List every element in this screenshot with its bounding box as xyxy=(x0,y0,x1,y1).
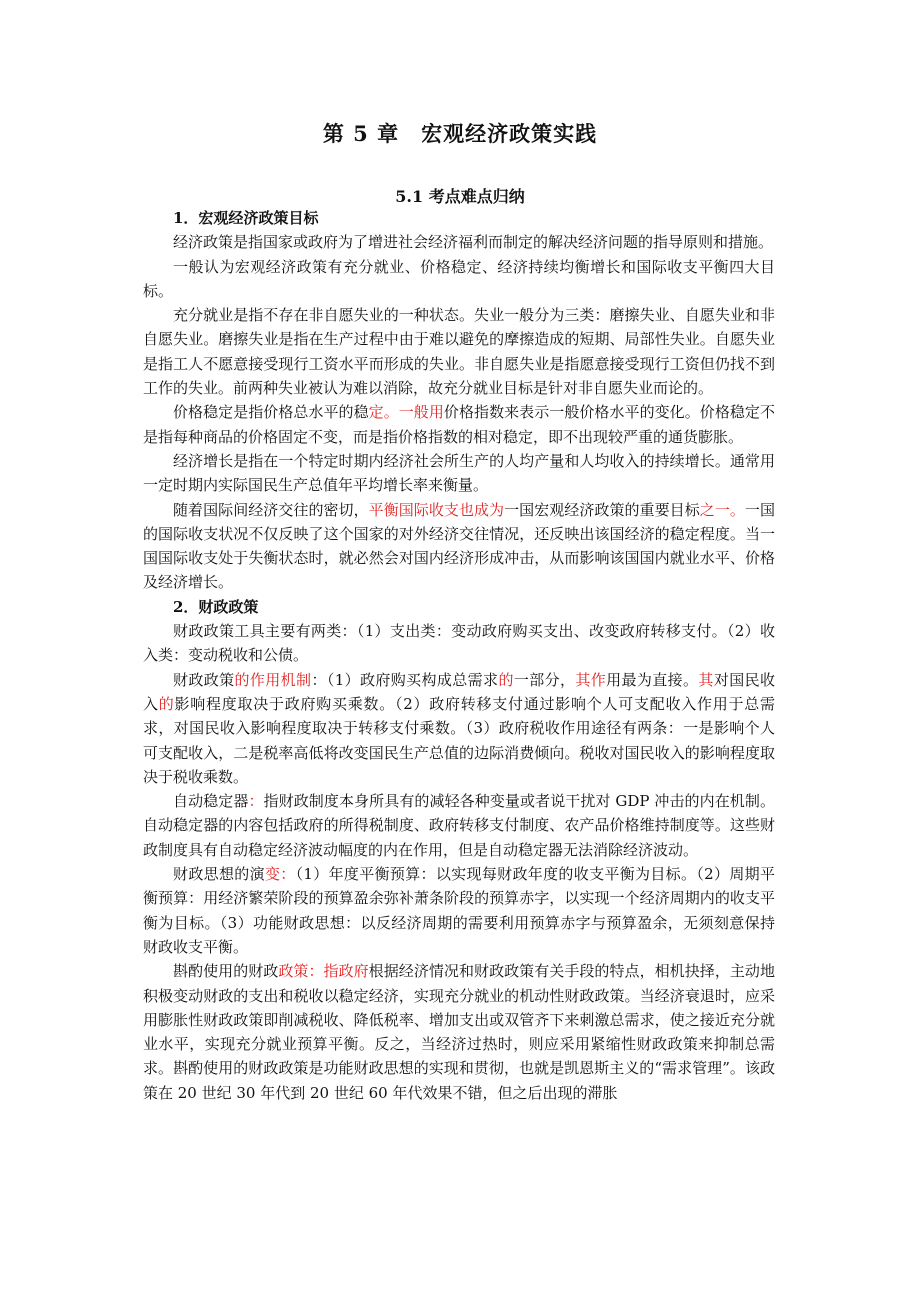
highlighted-text: 其 xyxy=(698,670,714,689)
highlighted-text: 的 xyxy=(498,670,514,689)
paragraph: 经济增长是指在一个特定时期内经济社会所生产的人均产量和人均收入的持续增长。通常用一定时期内实际国民生产总值年平均增长率来衡量。 xyxy=(143,451,775,495)
highlighted-text: 的 xyxy=(158,694,175,713)
section-title: 5.1 考点难点归纳 xyxy=(395,187,525,206)
paragraph xyxy=(143,862,775,959)
heading-fiscal-policy: 2．财政政策 xyxy=(173,597,259,616)
text-run: 一国宏观经济政策的重要目标 xyxy=(504,500,700,519)
document-body xyxy=(143,206,775,1105)
text-run: 对国民收入 xyxy=(143,670,775,713)
text-run: 价格指数来表示一般价格水平的变化。价格稳定不是指每种商品的价格固定不变，而是指价格指数的相对稳定，即不出现较严重的通货膨胀。 xyxy=(143,403,775,446)
text-run: 一部分， xyxy=(513,670,576,689)
text-run: 根据经济情况和财政政策有关手段的特点，相机抉择，主动地积极变动财政的支出和税收以稳定经济，实现充分就业的机动性财政政策。当经济衰退时，应采用膨胀性财政政策即削减税收、降低税率、增加支出或双管齐下来刺激总需求，使之接近充分就业水平，实现充分就业预算平衡。反之，当经济过热时，则应采用紧缩性财政政策来抑制总需求。斟酌使用的财政政策是功能财政思想的实现和贯彻，也就是凯恩斯主义的“需求管理”。该政策在 20 世纪 30 年代到 20 世纪 60 年代效果不错，但之后出现的滞胀 xyxy=(143,962,775,1102)
text-run: 财政政策 xyxy=(173,670,235,689)
text-run: 财政思想的演 xyxy=(173,865,265,884)
text-run: 斟酌使用的财政 xyxy=(173,962,279,981)
text-run: 自动稳定器 xyxy=(173,792,249,811)
paragraph: 经济政策是指国家或政府为了增进社会经济福利而制定的解决经济问题的指导原则和措施。 xyxy=(173,233,774,252)
highlighted-text: 之一。 xyxy=(699,500,745,519)
text-run: 一国的国际收支状况不仅反映了这个国家的对外经济交往情况，还反映出该国经济的稳定程度。当一国国际收支处于失衡状态时，就必然会对国内经济形成冲击，从而影响该国国内就业水平、价格及经济增长。 xyxy=(143,500,775,592)
highlighted-text: 平衡国际收支也成为 xyxy=(368,500,505,519)
highlighted-text: 其作 xyxy=(575,670,607,689)
paragraph xyxy=(143,498,775,595)
text-run: 价格稳定是指价格总水平的稳 xyxy=(173,403,369,422)
highlighted-text: 政策：指政府 xyxy=(278,962,369,981)
paragraph: 充分就业是指不存在非自愿失业的一种状态。失业一般分为三类：磨擦失业、自愿失业和非自愿失业。磨擦失业是指在生产过程中由于难以避免的摩擦造成的短期、局部性失业。自愿失业是指工人不愿意接受现行工资水平而形成的失业。非自愿失业是指愿意接受现行工资但仍找不到工作的失业。前两种失业被认为难以消除，故充分就业目标是针对非自愿失业而论的。 xyxy=(143,306,775,398)
text-run: 指财政制度本身所具有的减轻各种变量或者说干扰对 GDP 冲击的内在机制。自动稳定器的内容包括政府的所得税制度、政府转移支付制度、农产品价格维持制度等。这些财政制度具有自动稳定经济波动幅度的内在作用，但是自动稳定器无法消除经济波动。 xyxy=(143,792,775,859)
text-run: 影响程度取决于政府购买乘数。（2）政府转移支付通过影响个人可支配收入作用于总需求，对国民收入影响程度取决于转移支付乘数。（3）政府税收作用途径有两条：一是影响个人可支配收入，二是税率高低将改变国民生产总值的边际消费倾向。税收对国民收入的影响程度取决于税收乘数。 xyxy=(143,694,775,786)
highlighted-text: 定。一般用 xyxy=(368,403,444,422)
text-run: ：（1）政府购买构成总需求 xyxy=(311,670,499,689)
paragraph xyxy=(143,400,775,449)
paragraph: 财政政策工具主要有两类：（1）支出类：变动政府购买支出、改变政府转移支付。（2）收入类：变动税收和公债。 xyxy=(143,622,775,665)
paragraph xyxy=(143,668,775,789)
paragraph xyxy=(143,789,775,862)
highlighted-text: ： xyxy=(248,792,264,811)
text-run: 随着国际间经济交往的密切， xyxy=(173,500,369,519)
chapter-title: 第 5 章 宏观经济政策实践 xyxy=(322,121,598,146)
highlighted-text: 变： xyxy=(264,865,296,884)
highlighted-text: 的作用机制 xyxy=(234,670,312,689)
paragraph xyxy=(143,959,775,1105)
text-run: （1）年度平衡预算：以实现每财政年度的收支平衡为目标。（2）周期平衡预算：用经济繁荣阶段的预算盈余弥补萧条阶段的预算赤字，以实现一个经济周期内的收支平衡为目标。（3）功能财政思想：以反经济周期的需要利用预算赤字与预算盈余，无须刻意保持财政收支平衡。 xyxy=(143,865,775,956)
heading-policy-goals: 1．宏观经济政策目标 xyxy=(173,209,319,227)
paragraph: 一般认为宏观经济政策有充分就业、价格稳定、经济持续均衡增长和国际收支平衡四大目标。 xyxy=(143,257,775,300)
text-run: 用最为直接。 xyxy=(606,670,699,689)
